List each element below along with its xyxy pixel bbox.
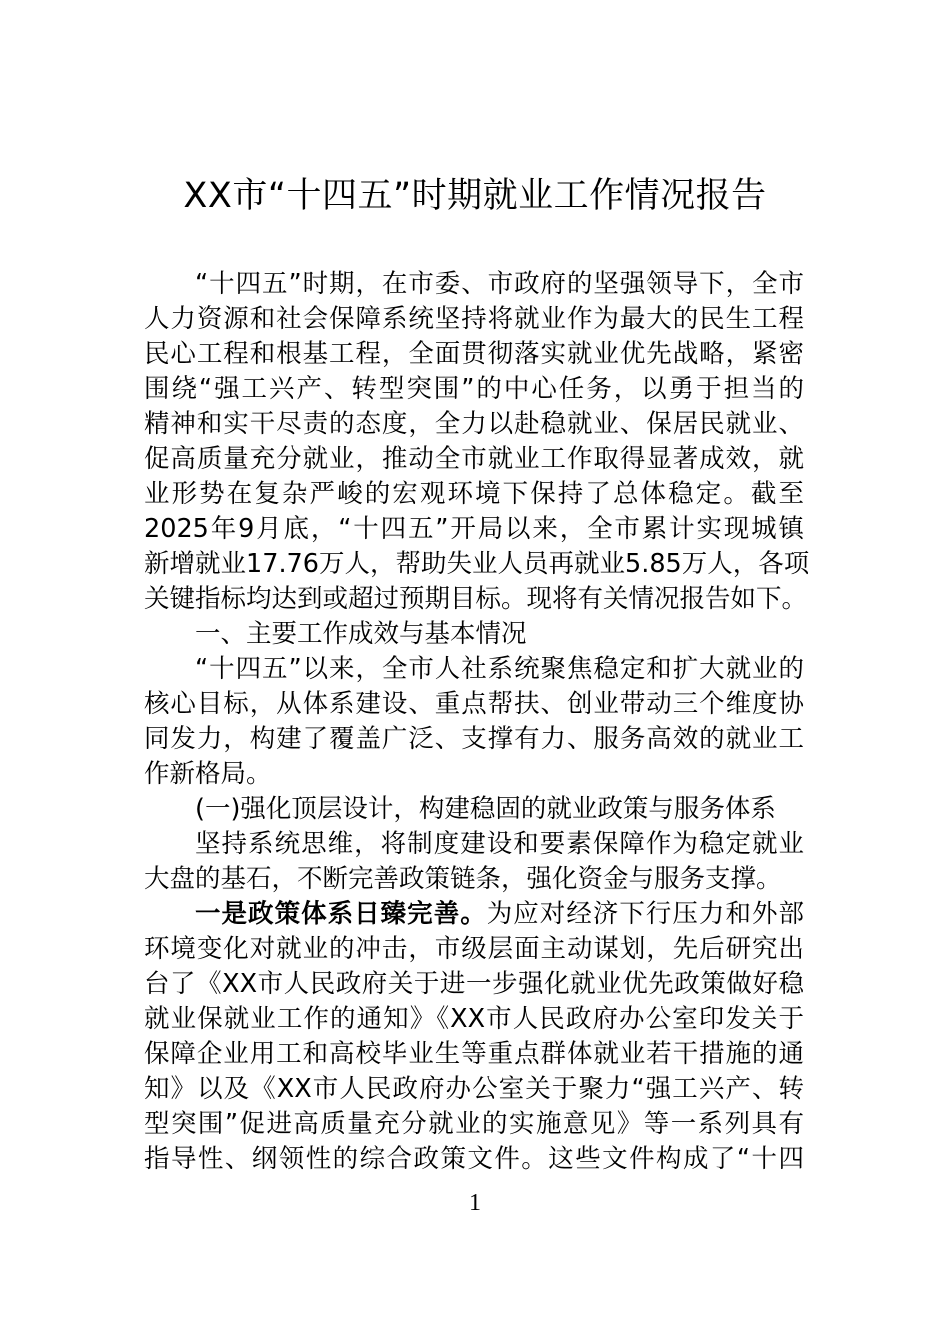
text-line: 人力资源和社会保障系统坚持将就业作为最大的民生工程 (144, 304, 804, 334)
text-line: 环境变化对就业的冲击，市级层面主动谋划，先后研究出 (144, 934, 804, 964)
subsection-heading: (一)强化顶层设计，构建稳固的就业政策与服务体系 (195, 794, 776, 824)
text-line: 核心目标，从体系建设、重点帮扶、创业带动三个维度协 (144, 689, 804, 719)
text-line: 坚持系统思维，将制度建设和要素保障作为稳定就业 (195, 829, 804, 859)
text-line: 保障企业用工和高校毕业生等重点群体就业若干措施的通 (144, 1039, 804, 1069)
section-heading: 一、主要工作成效与基本情况 (195, 619, 527, 649)
text-line: 关键指标均达到或超过预期目标。现将有关情况报告如下。 (144, 584, 808, 614)
bold-lead: 一是政策体系日臻完善。 (195, 899, 487, 929)
text-line: 大盘的基石，不断完善政策链条，强化资金与服务支撑。 (144, 864, 782, 894)
text-line: 精神和实干尽责的态度，全力以赴稳就业、保居民就业、 (144, 409, 804, 439)
text-line: 作新格局。 (144, 759, 272, 789)
page-number: 1 (469, 1190, 481, 1216)
text-line: 就业保就业工作的通知》《XX市人民政府办公室印发关于 (144, 1004, 804, 1034)
text-line: 指导性、纲领性的综合政策文件。这些文件构成了“十四 (144, 1144, 804, 1174)
text-line: 型突围”促进高质量充分就业的实施意见》等一系列具有 (144, 1109, 804, 1139)
document-title: XX市“十四五”时期就业工作情况报告 (183, 176, 767, 216)
text-line: 知》以及《XX市人民政府办公室关于聚力“强工兴产、转 (144, 1074, 804, 1104)
text-line: 同发力，构建了覆盖广泛、支撑有力、服务高效的就业工 (144, 724, 804, 754)
text-line: 新增就业17.76万人，帮助失业人员再就业5.85万人，各项 (144, 549, 810, 579)
text-fragment: 为应对经济下行压力和外部 (486, 899, 804, 929)
text-line: “十四五”以来，全市人社系统聚焦稳定和扩大就业的 (195, 654, 804, 684)
text-line: “十四五”时期，在市委、市政府的坚强领导下，全市 (195, 269, 804, 299)
text-line: 业形势在复杂严峻的宏观环境下保持了总体稳定。截至 (144, 479, 804, 509)
text-line: 民心工程和根基工程，全面贯彻落实就业优先战略，紧密 (144, 339, 804, 369)
text-line: 促高质量充分就业，推动全市就业工作取得显著成效，就 (144, 444, 804, 474)
text-line: 2025年9月底，“十四五”开局以来，全市累计实现城镇 (144, 514, 804, 544)
text-line (195, 896, 804, 932)
text-line: 台了《XX市人民政府关于进一步强化就业优先政策做好稳 (144, 969, 804, 999)
text-line: 围绕“强工兴产、转型突围”的中心任务，以勇于担当的 (144, 374, 804, 404)
